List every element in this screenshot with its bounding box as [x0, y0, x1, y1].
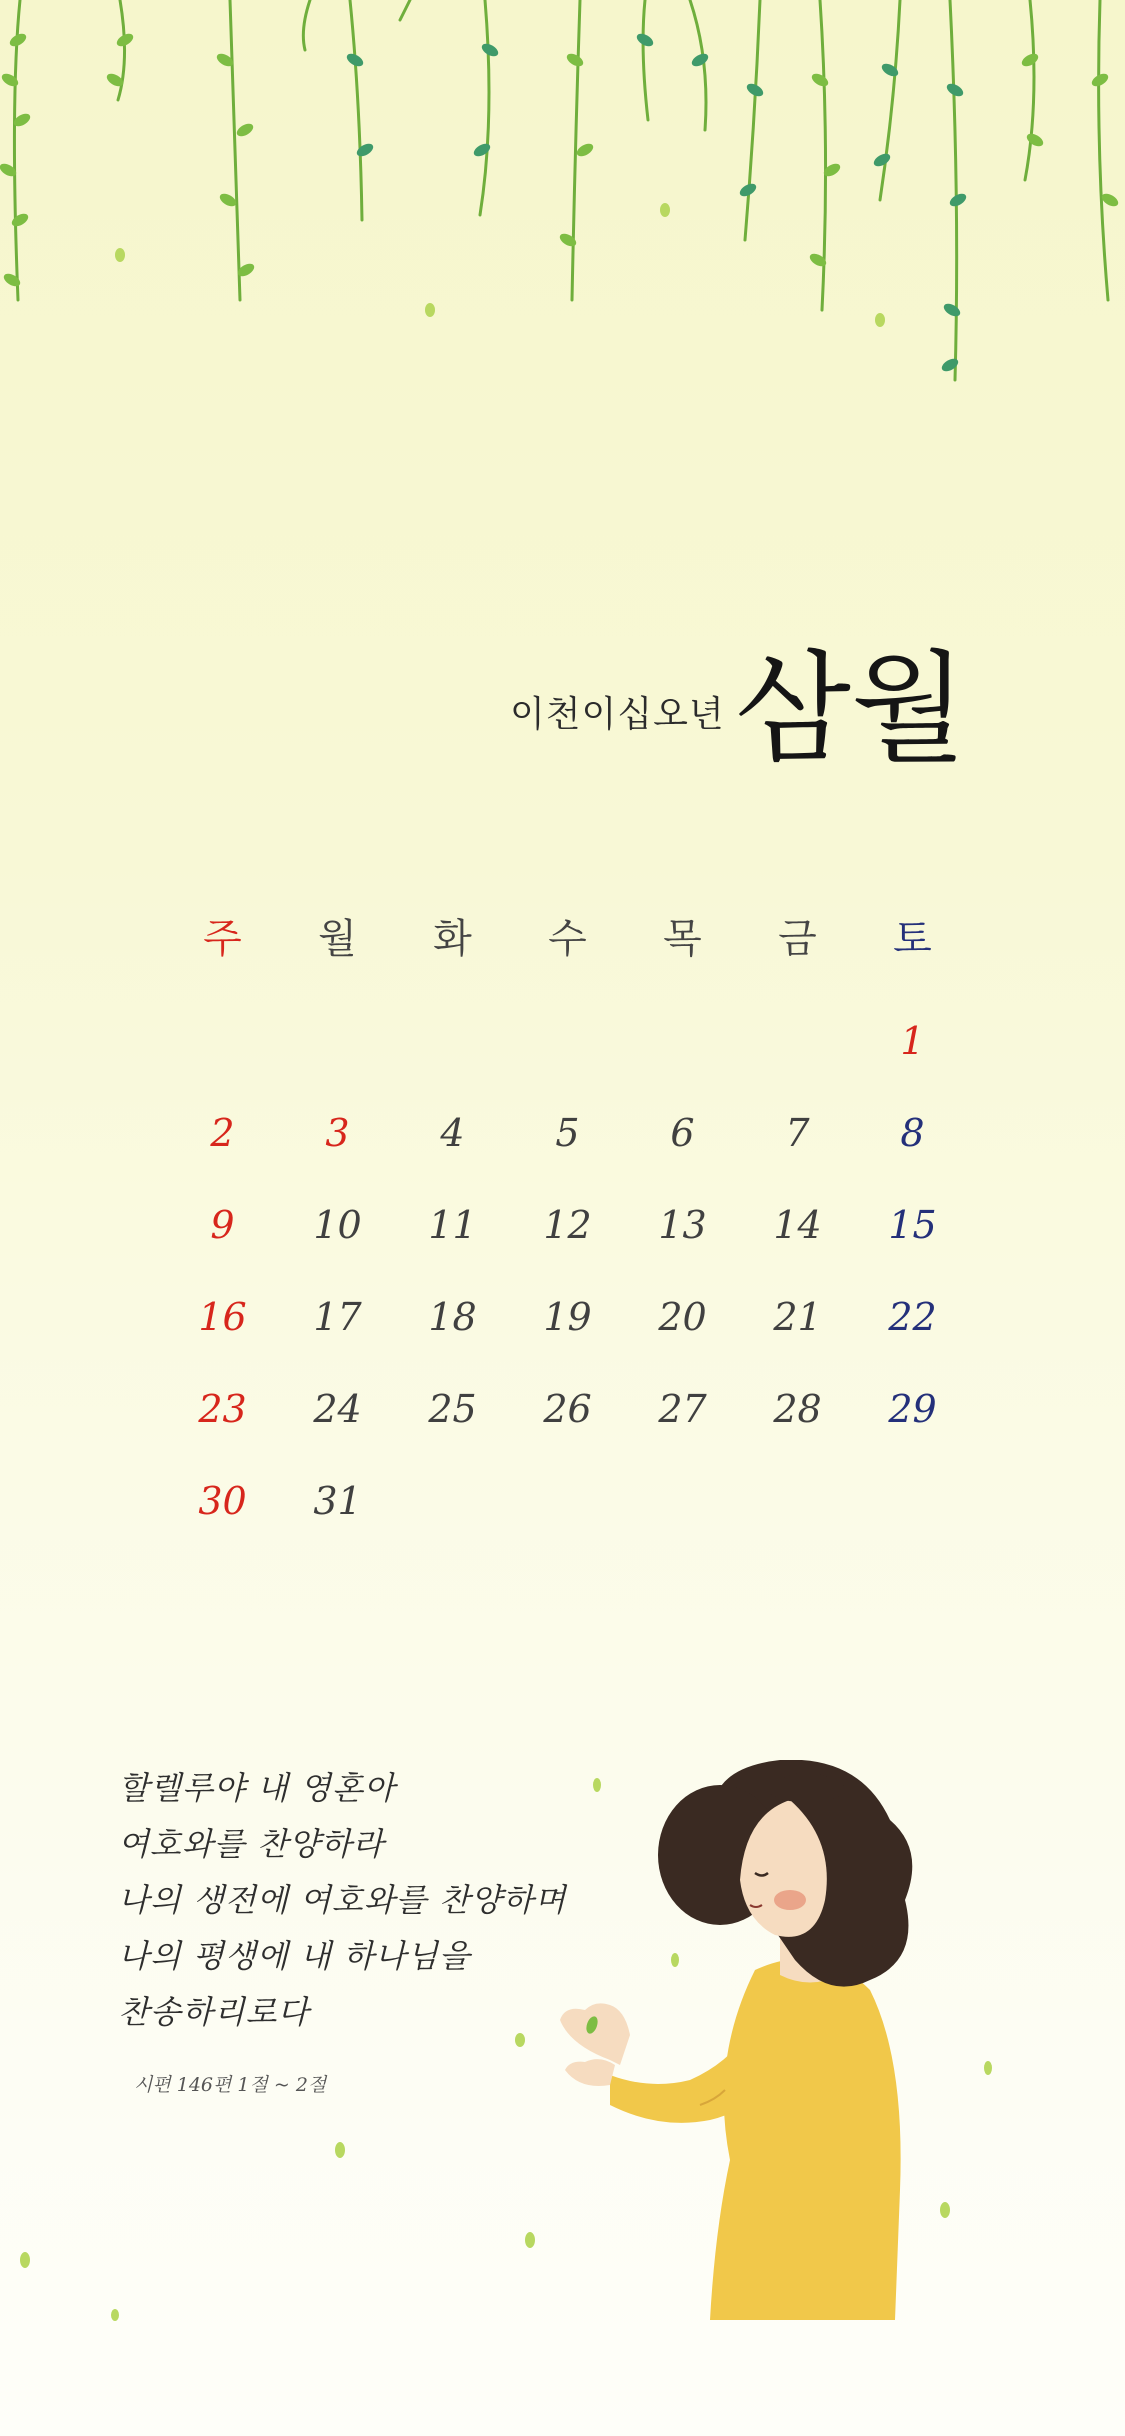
- day-cell: 20: [658, 1295, 707, 1339]
- day-cell: 22: [888, 1295, 937, 1339]
- day-cell: 15: [888, 1203, 937, 1247]
- day-cell: 10: [313, 1203, 362, 1247]
- verse-reference: 시편 146편 1절 ~ 2절: [134, 2074, 327, 2096]
- girl-illustration: [540, 1760, 1000, 2340]
- day-cell: 19: [543, 1295, 592, 1339]
- day-cell: 17: [313, 1295, 362, 1339]
- week-row: [165, 995, 970, 1087]
- verse-line: 여호와를 찬양하라: [118, 1825, 385, 1863]
- weekday-friday: 금: [778, 915, 817, 962]
- verse-line: 찬송하리로다: [118, 1993, 310, 2031]
- calendar-header: [0, 640, 1125, 810]
- week-row: [165, 1271, 970, 1363]
- week-row: [165, 1363, 970, 1455]
- day-cell: 25: [428, 1387, 477, 1431]
- day-cell: 8: [900, 1111, 925, 1155]
- hand-upper: [560, 2003, 630, 2065]
- year-label: 이천이십오년: [510, 694, 725, 735]
- day-cell: 28: [773, 1387, 822, 1431]
- day-cell: 26: [543, 1387, 592, 1431]
- weekday-tuesday: 화: [433, 915, 472, 962]
- hand-lower: [565, 2059, 615, 2086]
- day-cell: 6: [670, 1111, 695, 1155]
- week-row: [165, 1179, 970, 1271]
- day-cell: 24: [313, 1387, 362, 1431]
- weekday-sunday: 주: [203, 915, 242, 962]
- hanging-vines-decoration: [0, 0, 1125, 420]
- day-cell: 12: [543, 1203, 592, 1247]
- day-cell: 23: [198, 1387, 247, 1431]
- day-cell: 11: [428, 1203, 477, 1247]
- weekday-monday: 월: [318, 915, 357, 962]
- verse-line: 나의 평생에 내 하나님을: [118, 1937, 471, 1975]
- month-title: 삼월: [735, 640, 967, 779]
- day-cell: 4: [440, 1111, 465, 1155]
- day-cell: 18: [428, 1295, 477, 1339]
- day-cell: 27: [658, 1387, 707, 1431]
- day-cell: 13: [658, 1203, 707, 1247]
- week-row: [165, 1087, 970, 1179]
- day-cell: 2: [210, 1111, 235, 1155]
- day-cell: 5: [555, 1111, 580, 1155]
- weekday-saturday: 토: [893, 915, 932, 962]
- verse-line: 할렐루야 내 영혼아: [118, 1769, 396, 1807]
- day-cell: 14: [773, 1203, 822, 1247]
- day-cell: 31: [313, 1479, 362, 1523]
- calendar-grid: [165, 905, 970, 1547]
- weekday-header-row: [165, 905, 970, 965]
- day-cell: 16: [198, 1295, 247, 1339]
- day-cell: 1: [900, 1019, 925, 1063]
- weekday-wednesday: 수: [548, 915, 587, 962]
- verse-line: 나의 생전에 여호와를 찬양하며: [118, 1881, 567, 1919]
- week-row: [165, 1455, 970, 1547]
- day-cell: 30: [198, 1479, 247, 1523]
- day-cell: 7: [785, 1111, 810, 1155]
- sweater-body: [710, 1959, 901, 2320]
- day-cell: 29: [888, 1387, 937, 1431]
- day-cell: 3: [325, 1111, 350, 1155]
- bible-verse: [118, 1760, 566, 2097]
- weekday-thursday: 목: [663, 915, 702, 962]
- day-cell: 21: [773, 1295, 822, 1339]
- day-cell: 9: [210, 1203, 235, 1247]
